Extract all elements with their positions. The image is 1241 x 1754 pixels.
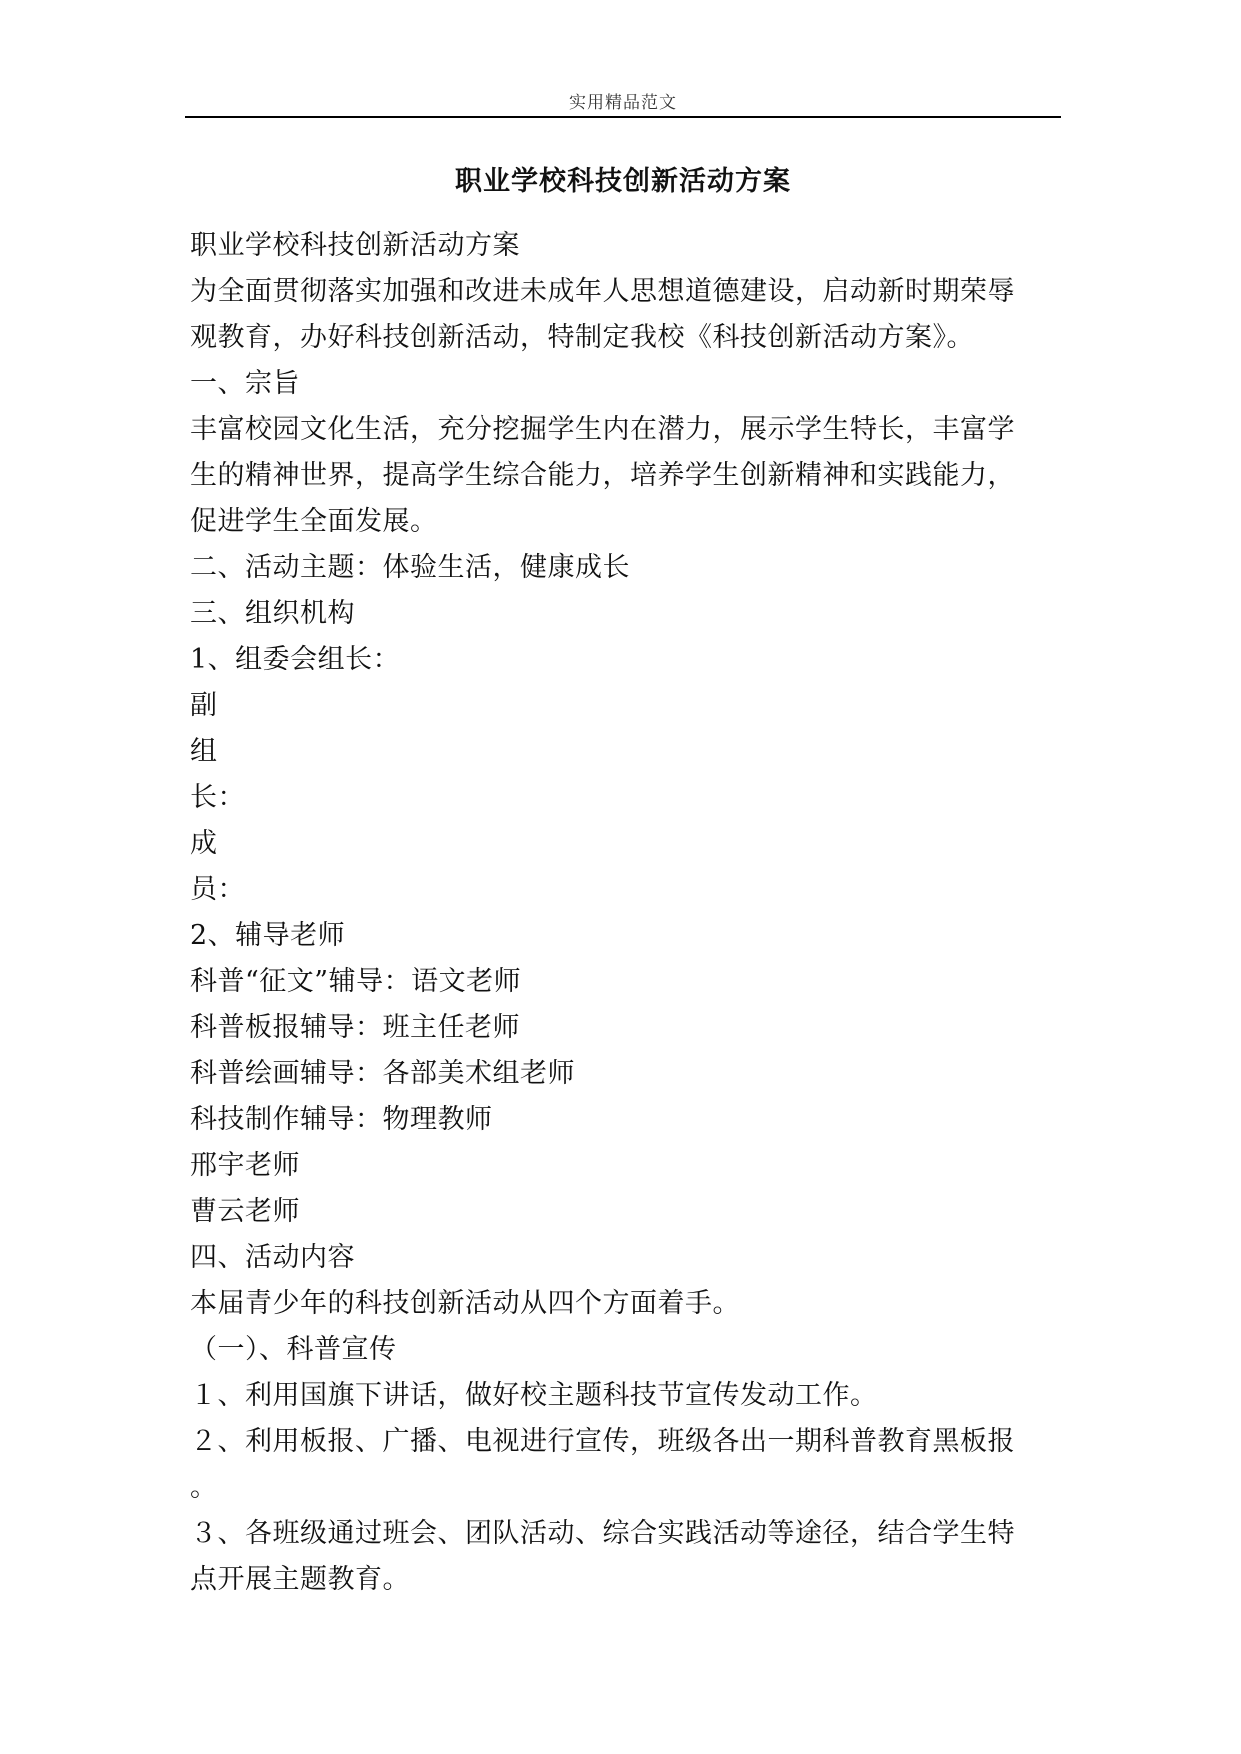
body-line: 副: [190, 690, 218, 721]
section-heading: 三、组织机构: [190, 598, 355, 629]
body-line: 成: [190, 828, 218, 859]
body-line: 为全面贯彻落实加强和改进未成年人思想道德建设，启动新时期荣辱: [190, 276, 1015, 307]
body-line: 点开展主题教育。: [190, 1564, 410, 1595]
body-line: 科普板报辅导：班主任老师: [190, 1012, 520, 1043]
body-line: 曹云老师: [190, 1196, 300, 1227]
page-header-text: 实用精品范文: [569, 93, 677, 113]
body-line: ２、利用板报、广播、电视进行宣传，班级各出一期科普教育黑板报: [190, 1426, 1015, 1457]
body-line: 长：: [190, 782, 245, 813]
body-line: 职业学校科技创新活动方案: [190, 230, 520, 261]
section-heading: 四、活动内容: [190, 1242, 355, 1273]
body-line: 科技制作辅导：物理教师: [190, 1104, 493, 1135]
subsection-heading: （一）、科普宣传: [190, 1334, 397, 1365]
body-line: 科普绘画辅导：各部美术组老师: [190, 1058, 575, 1089]
document-body: [190, 223, 1070, 1603]
body-line: 。: [190, 1472, 218, 1503]
document-title: 职业学校科技创新活动方案: [455, 166, 791, 197]
body-line: 丰富校园文化生活，充分挖掘学生内在潜力，展示学生特长，丰富学: [190, 414, 1015, 445]
body-line: 科普“征文”辅导：语文老师: [190, 966, 522, 997]
body-line: 观教育，办好科技创新活动，特制定我校《科技创新活动方案》。: [190, 322, 974, 353]
body-line: 1、组委会组长：: [190, 644, 401, 675]
body-line: 促进学生全面发展。: [190, 506, 438, 537]
body-line: 员：: [190, 874, 245, 905]
section-heading: 二、活动主题：体验生活，健康成长: [190, 552, 630, 583]
body-line: 本届青少年的科技创新活动从四个方面着手。: [190, 1288, 740, 1319]
page-header: [185, 86, 1061, 118]
body-line: 组: [190, 736, 218, 767]
body-line: １、利用国旗下讲话，做好校主题科技节宣传发动工作。: [190, 1380, 878, 1411]
body-line: 生的精神世界，提高学生综合能力，培养学生创新精神和实践能力，: [190, 460, 1015, 491]
section-heading: 一、宗旨: [190, 368, 300, 399]
body-line: 2、辅导老师: [190, 920, 346, 951]
body-line: ３、各班级通过班会、团队活动、综合实践活动等途径，结合学生特: [190, 1518, 1015, 1549]
body-line: 邢宇老师: [190, 1150, 300, 1181]
